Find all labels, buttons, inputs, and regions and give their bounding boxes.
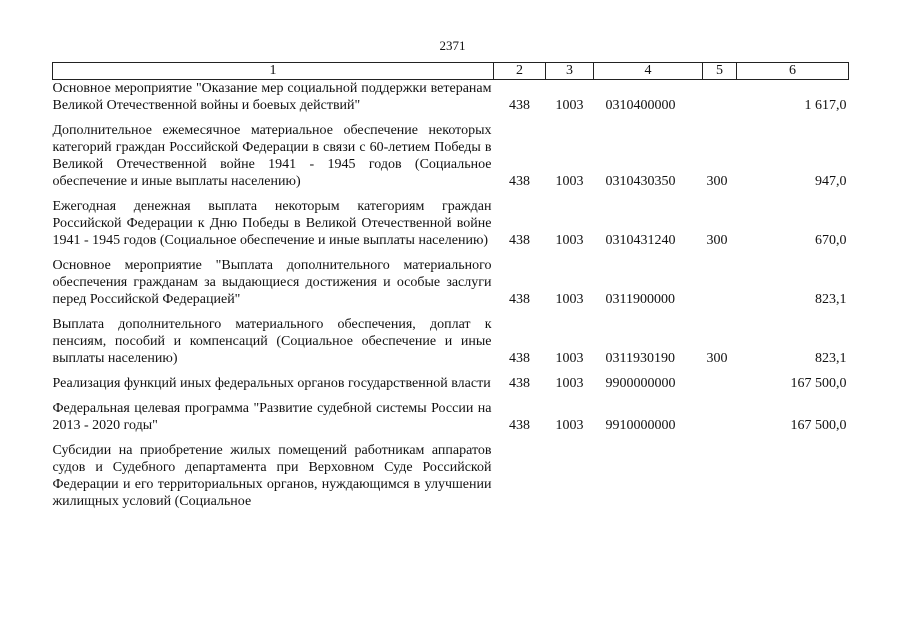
header-col-3: 3 — [546, 63, 594, 80]
row-expense-type: 300 — [706, 233, 728, 248]
row-expense-type: 300 — [706, 174, 728, 189]
row-target: 0310430350 — [605, 174, 676, 189]
row-amount: 823,1 — [815, 292, 847, 307]
row-ministry: 438 — [509, 351, 530, 366]
row-ministry — [494, 442, 546, 510]
row-amount — [737, 442, 849, 510]
row-ministry: 438 — [509, 174, 530, 189]
row-section: 1003 — [555, 292, 584, 307]
table-row — [53, 122, 849, 198]
row-target: 0311900000 — [605, 292, 675, 307]
header-col-6: 6 — [737, 63, 849, 80]
table-row — [53, 400, 849, 442]
row-name: Основное мероприятие "Выплата дополнительного материального обеспечения гражданам за выдающиеся достижения и особые заслуги перед Российской Федерацией" — [52, 258, 492, 307]
row-name: Дополнительное ежемесячное материальное обеспечение некоторых категорий граждан Российской Федерации в связи с 60-летием Победы в Великой Отечественной войне 1941 - 1945 годов (Социальное обеспечение и иные выплаты населению) — [52, 123, 492, 189]
row-amount: 1 617,0 — [804, 98, 847, 113]
row-amount: 670,0 — [815, 233, 847, 248]
header-col-2: 2 — [494, 63, 546, 80]
table-row — [53, 198, 849, 257]
row-section: 1003 — [555, 351, 584, 366]
row-target: 0310400000 — [605, 98, 676, 113]
row-name: Субсидии на приобретение жилых помещений работникам аппаратов судов и Судебного департамента при Верховном Суде Российской Федерации и его территориальных органов, нуждающимся в улучшении жилищных условий (Социальное — [52, 443, 492, 509]
row-section: 1003 — [555, 418, 584, 433]
row-target: 0311930190 — [605, 351, 675, 366]
table-row — [53, 316, 849, 375]
row-expense-type — [703, 257, 737, 316]
page-number: 2371 — [439, 38, 466, 53]
row-amount: 947,0 — [815, 174, 847, 189]
row-ministry: 438 — [509, 98, 530, 113]
row-section: 1003 — [555, 376, 584, 391]
row-target: 9900000000 — [605, 376, 676, 391]
row-section: 1003 — [555, 98, 584, 113]
row-section: 1003 — [555, 233, 584, 248]
header-col-1: 1 — [53, 63, 494, 80]
table-row — [53, 80, 849, 123]
row-section — [546, 442, 594, 510]
row-target — [594, 442, 703, 510]
row-name: Реализация функций иных федеральных органов государственной власти — [52, 376, 491, 391]
table-row — [53, 442, 849, 510]
table-row — [53, 375, 849, 400]
row-target: 0310431240 — [605, 233, 676, 248]
row-name: Федеральная целевая программа "Развитие судебной системы России на 2013 - 2020 годы" — [52, 401, 492, 433]
row-expense-type: 300 — [706, 351, 728, 366]
row-name: Ежегодная денежная выплата некоторым категориям граждан Российской Федерации к Дню Победы в Великой Отечественной войне 1941 - 1945 годов (Социальное обеспечение и иные выплаты населению) — [52, 199, 492, 248]
row-expense-type — [703, 400, 737, 442]
header-col-5: 5 — [703, 63, 737, 80]
header-col-4: 4 — [594, 63, 703, 80]
row-ministry: 438 — [509, 418, 530, 433]
row-name: Выплата дополнительного материального обеспечения, доплат к пенсиям, пособий и компенсаций (Социальное обеспечение и иные выплаты населению) — [52, 317, 492, 366]
row-amount: 167 500,0 — [790, 376, 847, 391]
row-ministry: 438 — [509, 292, 530, 307]
row-expense-type — [703, 442, 737, 510]
row-ministry: 438 — [509, 233, 530, 248]
row-name: Основное мероприятие "Оказание мер социальной поддержки ветеранам Великой Отечественной войны и боевых действий" — [52, 81, 492, 113]
table-body — [53, 80, 849, 511]
header-row — [53, 63, 849, 80]
row-target: 9910000000 — [605, 418, 676, 433]
row-ministry: 438 — [509, 376, 530, 391]
row-expense-type — [703, 375, 737, 400]
row-expense-type — [703, 80, 737, 123]
budget-table — [52, 62, 849, 510]
table-row — [53, 257, 849, 316]
row-amount: 167 500,0 — [790, 418, 847, 433]
table-header — [53, 63, 849, 80]
row-amount: 823,1 — [815, 351, 847, 366]
row-section: 1003 — [555, 174, 584, 189]
